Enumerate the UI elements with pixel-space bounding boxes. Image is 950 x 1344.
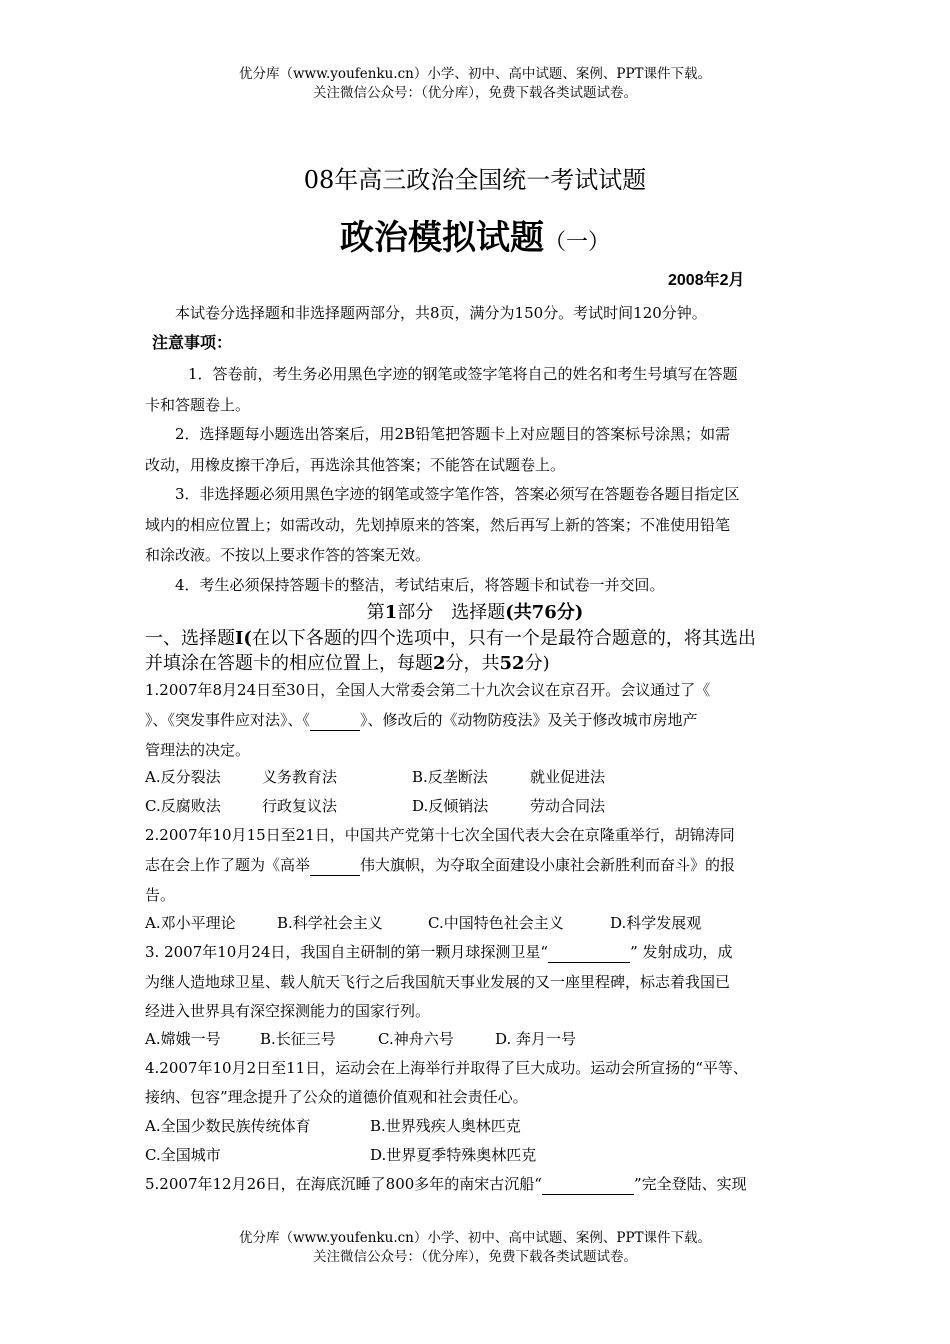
page-footer-line-1: 优分库（www.youfenku.cn）小学、初中、高中试题、案例、PPT课件下载。 (238, 1230, 712, 1246)
q1-option-d: D.反倾销法 (412, 797, 489, 815)
q2-option-b: B.科学社会主义 (277, 914, 383, 932)
q2-line-1: 2.2007年10月15日至21日，中国共产党第十七次全国代表大会在京隆重举行，胡锦涛同 (145, 826, 735, 844)
notice-heading: 注意事项： (152, 335, 233, 352)
notice-4: 4．考生必须保持答题卡的整洁，考试结束后，将答题卡和试卷一并交回。 (175, 576, 665, 594)
q1-line-1: 1.2007年8月24日至30日，全国人大常委会第二十九次会议在京召开。会议通过了《 (145, 681, 711, 699)
q4-line-1: 4.2007年10月2日至11日，运动会在上海举行并取得了巨大成功。运动会所宣扬的“平等、 (145, 1059, 748, 1077)
exam-title-suffix: （一） (543, 230, 610, 255)
q3-option-b: B.长征三号 (260, 1030, 336, 1048)
q1-option-b-2: 就业促进法 (530, 768, 606, 786)
page-footer-line-2: 关注微信公众号：（优分库），免费下载各类试题试卷。 (313, 1249, 637, 1265)
notice-1-line-1: 1．答卷前，考生务必用黑色字迹的钢笔或签字笔将自己的姓名和考生号填写在答题 (188, 365, 738, 383)
q1-line-2: 》、《突发事件应对法》、《 》、修改后的《动物防疫法》及关于修改城市房地产 (145, 711, 698, 729)
part-1-heading: 第1部分 选择题(共76分) (366, 602, 584, 623)
q3-line-1: 3. 2007年10月24日，我国自主研制的第一颗月球探测卫星“ ” 发射成功，成 (145, 943, 733, 961)
notice-2-line-2: 改动，用橡皮擦干净后，再选涂其他答案；不能答在试题卷上。 (145, 456, 566, 474)
q2-option-c: C.中国特色社会主义 (428, 914, 564, 932)
q2-option-a: A.邓小平理论 (145, 914, 236, 932)
q1-option-d-2: 劳动合同法 (530, 797, 606, 815)
q2-option-d: D.科学发展观 (610, 914, 702, 932)
q2-blank (310, 855, 360, 876)
q2-line-2: 志在会上作了题为《高举 伟大旗帜，为夺取全面建设小康社会新胜利而奋斗》的报 (145, 856, 736, 874)
q1-option-b: B.反垄断法 (412, 768, 488, 786)
q5-blank (542, 1174, 634, 1195)
q3-option-a: A.嫦娥一号 (145, 1030, 221, 1048)
notice-1-line-2: 卡和答题卷上。 (145, 396, 251, 414)
q3-line-3: 经进入世界具有深空探测能力的国家行列。 (145, 1002, 431, 1020)
notice-3-line-2: 域内的相应位置上；如需改动，先划掉原来的答案，然后再写上新的答案；不准使用铅笔 (145, 516, 731, 534)
q3-option-c: C.神舟六号 (378, 1030, 454, 1048)
q3-line-2: 为继人造地球卫星、载人航天飞行之后我国航天事业发展的又一座里程碑，标志着我国已 (145, 973, 731, 991)
q3-blank (548, 942, 630, 963)
notice-3-line-3: 和涂改液。不按以上要求作答的答案无效。 (145, 546, 431, 564)
notice-3-line-1: 3．非选择题必须用黑色字迹的钢笔或签字笔作答，答案必须写在答题卷各题目指定区 (175, 485, 740, 503)
q4-option-b: B.世界残疾人奥林匹克 (370, 1117, 521, 1135)
q4-option-d: D.世界夏季特殊奥林匹克 (370, 1146, 537, 1164)
section-1-heading-line-1: 一、选择题I(在以下各题的四个选项中，只有一个是最符合题意的，将其选出 (145, 628, 756, 649)
page-header-line-2: 关注微信公众号：（优分库），免费下载各类试题试卷。 (313, 85, 637, 101)
q1-option-a-2: 义务教育法 (262, 768, 338, 786)
q5-line-1: 5.2007年12月26日，在海底沉睡了800多年的南宋古沉船“ ”完全登陆、实现 (145, 1175, 747, 1193)
q1-line-3: 管理法的决定。 (145, 741, 251, 759)
exam-title-text: 政治模拟试题 (339, 218, 544, 258)
section-1-heading-line-2: 并填涂在答题卡的相应位置上，每题2分，共52分) (145, 653, 550, 674)
q4-option-a: A.全国少数民族传统体育 (145, 1117, 311, 1135)
page-header-line-1: 优分库（www.youfenku.cn）小学、初中、高中试题、案例、PPT课件下载。 (238, 66, 712, 82)
q3-option-d: D. 奔月一号 (495, 1030, 577, 1048)
q4-option-c: C.全国城市 (145, 1146, 221, 1164)
exam-subtitle: 08年高三政治全国统一考试试题 (303, 166, 647, 194)
q4-line-2: 接纳、包容”理念提升了公众的道德价值观和社会责任心。 (145, 1088, 528, 1106)
q1-option-a: A.反分裂法 (145, 768, 221, 786)
exam-date: 2008年2月 (668, 272, 745, 289)
q1-blank (310, 710, 360, 731)
q1-option-c-2: 行政复议法 (262, 797, 338, 815)
exam-intro: 本试卷分选择题和非选择题两部分，共8页，满分为150分。考试时间120分钟。 (175, 304, 707, 322)
notice-2-line-1: 2．选择题每小题选出答案后，用2B铅笔把答题卡上对应题目的答案标号涂黑；如需 (175, 425, 731, 443)
q2-line-3: 告。 (145, 886, 176, 904)
q1-option-c: C.反腐败法 (145, 797, 221, 815)
exam-title (0, 210, 950, 259)
